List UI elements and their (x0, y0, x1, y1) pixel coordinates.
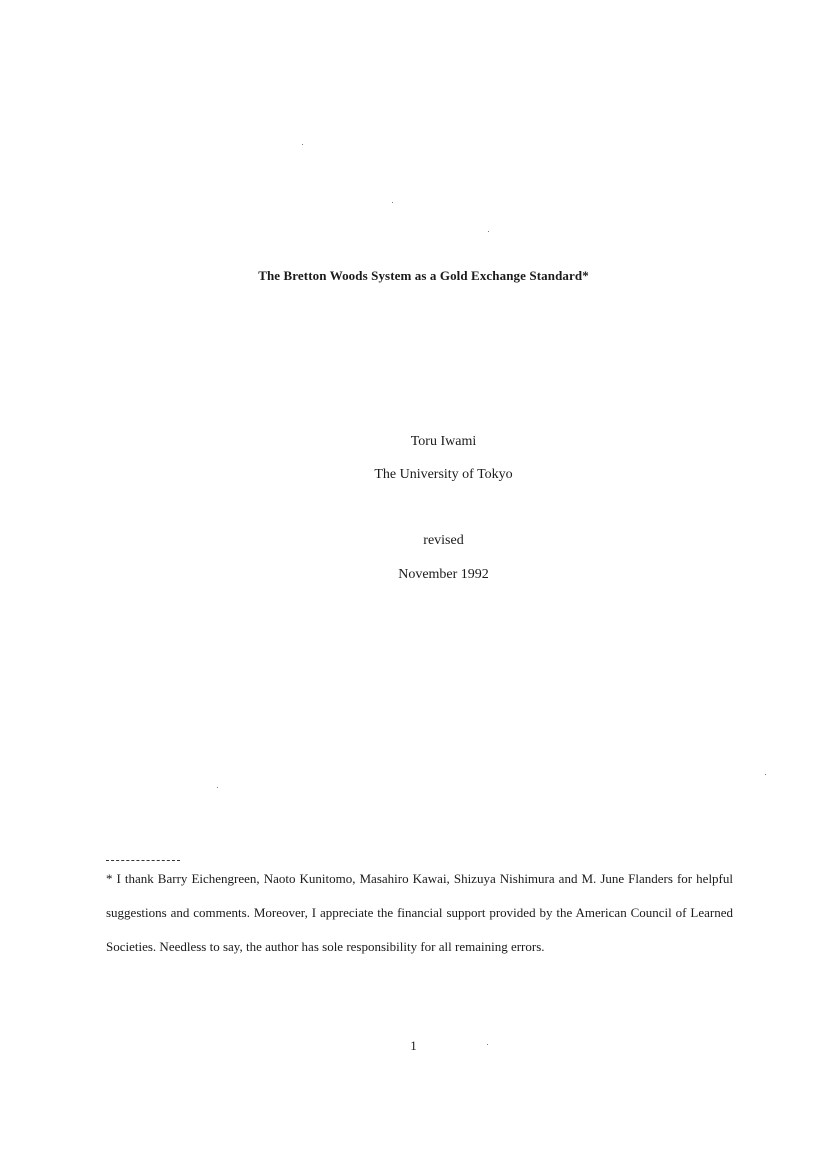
scan-speck (302, 144, 303, 145)
footnote-separator (106, 860, 180, 861)
scan-speck (217, 787, 218, 788)
footnote-text: * I thank Barry Eichengreen, Naoto Kunitomo, Masahiro Kawai, Shizuya Nishimura and M. June Flanders for helpful suggestions and comments. Moreover, I appreciate the financial support provided by the American Council of Learned Societies. Needless to say, the author has sole responsibility for all remaining errors. (106, 871, 733, 954)
revision-note: revised (423, 533, 464, 548)
scan-speck (765, 774, 766, 775)
page-number: 1 (410, 1038, 417, 1053)
scan-speck (392, 202, 393, 203)
paper-title: The Bretton Woods System as a Gold Exchange Standard* (258, 268, 589, 283)
author-name: Toru Iwami (410, 434, 477, 449)
paper-date: November 1992 (398, 567, 489, 582)
author-affiliation: The University of Tokyo (374, 467, 513, 482)
scan-speck (488, 231, 489, 232)
